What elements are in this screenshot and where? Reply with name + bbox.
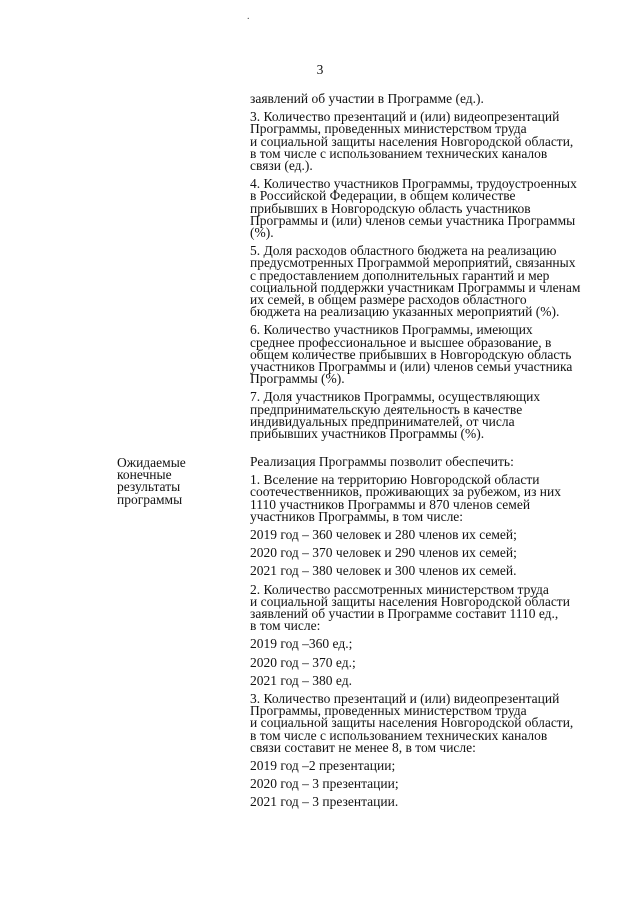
text-line: 3. Количество презентаций и (или) видеопрезентаций bbox=[250, 109, 560, 125]
label-line: конечные bbox=[117, 467, 172, 483]
text-line: и социальной защиты населения Новгородской области, bbox=[250, 715, 574, 731]
indicators-list bbox=[250, 93, 600, 446]
indicator-paragraph bbox=[250, 324, 600, 385]
text-line: связи (ед.). bbox=[250, 158, 313, 174]
text-line: заявлений об участии в Программе (ед.). bbox=[250, 91, 484, 106]
text-line: участников Программы, в том числе: bbox=[250, 508, 464, 524]
result-paragraph bbox=[250, 547, 600, 559]
text-line: 3. Количество презентаций и (или) видеопрезентаций bbox=[250, 691, 560, 707]
result-paragraph bbox=[250, 456, 600, 468]
results-row-label bbox=[117, 457, 232, 506]
text-line: в том числе: bbox=[250, 618, 321, 634]
text-line: 7. Доля участников Программы, осуществляющих bbox=[250, 389, 541, 405]
text-line: 2020 год – 370 человек и 290 членов их семей; bbox=[250, 545, 517, 561]
text-line: 1110 участников Программы и 870 членов семей bbox=[250, 496, 531, 512]
result-paragraph bbox=[250, 565, 600, 577]
result-paragraph bbox=[250, 529, 600, 541]
text-line: соотечественников, проживающих за рубежом, из них bbox=[250, 484, 561, 500]
text-line: индивидуальных предпринимателей, от числа bbox=[250, 413, 515, 429]
text-line: 2021 год – 380 человек и 300 членов их семей. bbox=[250, 563, 517, 579]
indicator-paragraph bbox=[250, 111, 600, 172]
text-line: 6. Количество участников Программы, имеющих bbox=[250, 322, 533, 338]
label-line: Ожидаемые bbox=[117, 455, 186, 470]
indicator-paragraph bbox=[250, 178, 600, 239]
result-paragraph bbox=[250, 581, 600, 634]
text-line: 2019 год –360 ед.; bbox=[250, 636, 353, 652]
text-line: прибывших участников Программы (%). bbox=[250, 426, 485, 442]
text-line: участников Программы и (или) членов семьи участника bbox=[250, 359, 573, 375]
text-line: с предоставлением дополнительных гарантий и мер bbox=[250, 267, 550, 283]
text-line: Программы и (или) членов семьи участника Программы bbox=[250, 212, 576, 228]
label-line: программы bbox=[117, 491, 183, 507]
text-line: их семей, в общем размере расходов областного bbox=[250, 292, 527, 308]
indicator-paragraph bbox=[250, 93, 600, 105]
text-line: и социальной защиты населения Новгородской области, bbox=[250, 133, 574, 149]
text-line: 2021 год – 380 ед. bbox=[250, 672, 352, 688]
text-line: 2019 год – 360 человек и 280 членов их семей; bbox=[250, 527, 517, 543]
text-line: Программы (%). bbox=[250, 371, 345, 387]
text-line: прибывших в Новгородскую область участников bbox=[250, 200, 531, 216]
text-line: Программы, проведенных министерством труда bbox=[250, 703, 527, 719]
indicator-paragraph bbox=[250, 245, 600, 318]
results-list bbox=[250, 456, 600, 815]
text-line: заявлений об участии в Программе составит 1110 ед., bbox=[250, 606, 559, 622]
text-line: социальной поддержки участникам Программы и членам bbox=[250, 279, 581, 295]
result-paragraph bbox=[250, 796, 600, 808]
page-number: 3 bbox=[316, 62, 324, 77]
text-line: 2020 год – 3 презентации; bbox=[250, 776, 399, 792]
text-line: среднее профессиональное и высшее образование, в bbox=[250, 334, 552, 350]
text-line: предусмотренных Программой мероприятий, связанных bbox=[250, 255, 576, 271]
text-line: Реализация Программы позволит обеспечить: bbox=[250, 454, 514, 469]
text-line: и социальной защиты населения Новгородской области bbox=[250, 593, 570, 609]
result-paragraph bbox=[250, 474, 600, 523]
indicator-paragraph bbox=[250, 391, 600, 440]
text-line: связи составит не менее 8, в том числе: bbox=[250, 739, 476, 755]
result-paragraph bbox=[250, 778, 600, 790]
result-paragraph bbox=[250, 638, 600, 650]
text-line: бюджета на реализацию указанных мероприятий (%). bbox=[250, 304, 560, 320]
text-line: 2020 год – 370 ед.; bbox=[250, 654, 356, 670]
text-line: предпринимательскую деятельность в качестве bbox=[250, 401, 523, 417]
text-line: 2021 год – 3 презентации. bbox=[250, 794, 399, 810]
text-line: Программы, проведенных министерством труда bbox=[250, 121, 527, 137]
result-paragraph bbox=[250, 672, 600, 688]
text-line: 2019 год –2 презентации; bbox=[250, 758, 396, 774]
text-line: 5. Доля расходов областного бюджета на реализацию bbox=[250, 243, 557, 259]
text-line: 1. Вселение на территорию Новгородской области bbox=[250, 472, 540, 488]
text-line: в Российской Федерации, в общем количестве bbox=[250, 188, 516, 204]
text-line: общем количестве прибывших в Новгородскую область bbox=[250, 346, 572, 362]
text-line: (%). bbox=[250, 225, 274, 241]
result-paragraph bbox=[250, 693, 600, 754]
text-line: в том числе с использованием технических каналов bbox=[250, 727, 548, 743]
result-paragraph bbox=[250, 654, 600, 670]
result-paragraph bbox=[250, 760, 600, 772]
text-line: 2. Количество рассмотренных министерством труда bbox=[250, 581, 549, 597]
text-line: 4. Количество участников Программы, трудоустроенных bbox=[250, 176, 577, 192]
scan-mark: . bbox=[247, 11, 250, 22]
text-line: в том числе с использованием технических каналов bbox=[250, 145, 548, 161]
label-line: результаты bbox=[117, 479, 181, 495]
